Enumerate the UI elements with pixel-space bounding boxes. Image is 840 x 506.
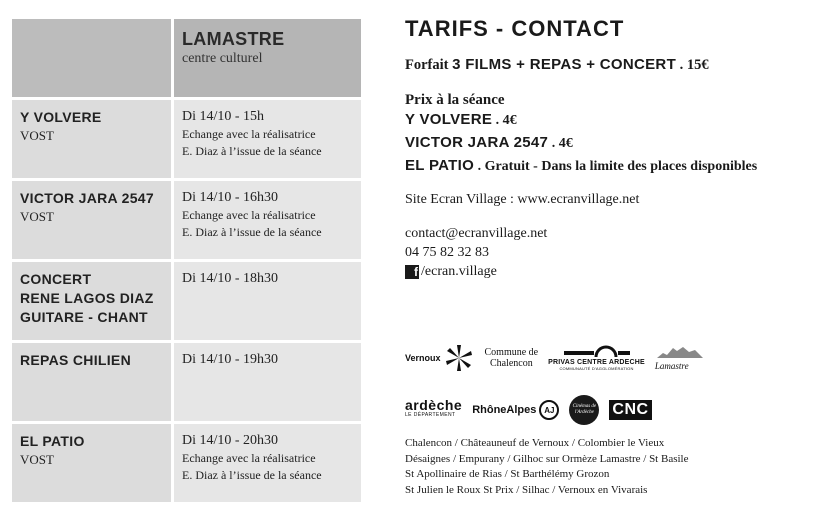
price-value: . 4€ bbox=[551, 136, 573, 151]
facebook-handle: /ecran.village bbox=[421, 264, 497, 279]
commune-line-2: Chalencon bbox=[489, 358, 533, 369]
rhone-alpes-logo bbox=[472, 400, 559, 420]
cnc-logo: CNC bbox=[609, 400, 651, 420]
price-film: EL PATIO bbox=[405, 157, 475, 174]
venue-name: LAMASTRE bbox=[182, 29, 285, 49]
showtime-note-2: E. Diaz à l’issue de la séance bbox=[182, 225, 322, 239]
table-row bbox=[12, 343, 364, 424]
concert-line-2: RENE LAGOS DIAZ bbox=[20, 290, 154, 306]
showtime-note-2: E. Diaz à l’issue de la séance bbox=[182, 468, 322, 482]
film-cell bbox=[12, 262, 174, 340]
info-panel bbox=[405, 16, 835, 281]
rhone-alpes-label: RhôneAlpes bbox=[472, 404, 537, 416]
price-value: . Gratuit - Dans la limite des places disponibles bbox=[477, 159, 758, 174]
website-link[interactable]: Site Ecran Village : www.ecranvillage.net bbox=[405, 192, 640, 207]
flower-icon bbox=[443, 343, 475, 373]
film-version: VOST bbox=[20, 452, 54, 467]
showtime: Di 14/10 - 20h30 bbox=[182, 433, 279, 448]
communes-list bbox=[405, 436, 835, 498]
film-title: VICTOR JARA 2547 bbox=[20, 190, 154, 206]
commune-line-1: Commune de bbox=[484, 347, 539, 358]
privas-logo bbox=[548, 345, 645, 371]
lamastre-logo bbox=[655, 345, 705, 371]
forfait-label: Forfait bbox=[405, 57, 449, 73]
privas-mark-icon bbox=[562, 345, 632, 359]
contact-block bbox=[405, 224, 835, 281]
partner-logos-row-1 bbox=[405, 340, 835, 376]
price-line bbox=[405, 132, 835, 155]
communes-line: St Apollinaire de Rias / St Barthélémy Grozon bbox=[405, 468, 610, 480]
concert-line-1: CONCERT bbox=[20, 271, 92, 287]
rhone-alpes-circle-icon: AJ bbox=[539, 400, 559, 420]
privas-subtitle: COMMUNAUTÉ D'AGGLOMÉRATION bbox=[559, 366, 634, 371]
showtime: Di 14/10 - 15h bbox=[182, 109, 265, 124]
phone-number: 04 75 82 32 83 bbox=[405, 245, 489, 260]
facebook-link[interactable] bbox=[405, 262, 835, 281]
film-title: EL PATIO bbox=[20, 433, 85, 449]
table-header-row bbox=[12, 19, 364, 100]
header-empty-cell bbox=[12, 19, 174, 97]
concert-line-3: GUITARE - CHANT bbox=[20, 309, 148, 325]
film-title: Y VOLVERE bbox=[20, 109, 102, 125]
table-row bbox=[12, 181, 364, 262]
vernoux-logo bbox=[405, 343, 475, 373]
schedule-table bbox=[12, 19, 364, 502]
table-row bbox=[12, 262, 364, 343]
page-title: TARIFS - CONTACT bbox=[405, 16, 625, 41]
showtime-note-1: Echange avec la réalisatrice bbox=[182, 208, 316, 222]
lamastre-label: Lamastre bbox=[654, 361, 689, 371]
forfait-price: . 15€ bbox=[679, 57, 709, 73]
facebook-icon: f bbox=[405, 265, 419, 279]
showtime-note-2: E. Diaz à l’issue de la séance bbox=[182, 144, 322, 158]
communes-line: Chalencon / Châteauneuf de Vernoux / Colombier le Vieux bbox=[405, 437, 665, 449]
price-value: . 4€ bbox=[495, 113, 517, 128]
lamastre-skyline-icon bbox=[655, 345, 705, 359]
film-cell bbox=[12, 181, 174, 259]
forfait-items: 3 FILMS + REPAS + CONCERT bbox=[452, 56, 677, 73]
showtime-note-1: Echange avec la réalisatrice bbox=[182, 451, 316, 465]
communes-line: St Julien le Roux St Prix / Silhac / Vernoux en Vivarais bbox=[405, 483, 648, 496]
ardeche-subtitle: LE DÉPARTEMENT bbox=[405, 412, 456, 418]
cinemas-ardeche-logo: Cinémas de l'Ardèche bbox=[569, 395, 599, 425]
commune-chalencon-logo bbox=[485, 347, 539, 369]
showtime-cell bbox=[174, 100, 361, 178]
film-version: VOST bbox=[20, 209, 54, 224]
showtime-cell bbox=[174, 181, 361, 259]
ardeche-logo bbox=[405, 397, 463, 420]
film-cell bbox=[12, 424, 174, 502]
price-film: Y VOLVERE bbox=[405, 111, 493, 128]
showtime: Di 14/10 - 16h30 bbox=[182, 190, 279, 205]
film-version: VOST bbox=[20, 128, 54, 143]
film-cell bbox=[12, 343, 174, 421]
partner-logos-row-2 bbox=[405, 392, 835, 428]
privas-name: PRIVAS CENTRE ARDECHE bbox=[548, 359, 645, 366]
price-line bbox=[405, 109, 835, 132]
prices-heading: Prix à la séance bbox=[405, 92, 505, 108]
showtime-cell bbox=[174, 424, 361, 502]
email-link[interactable]: contact@ecranvillage.net bbox=[405, 226, 548, 241]
price-line bbox=[405, 155, 835, 178]
ardeche-name: ardèche bbox=[405, 397, 463, 413]
showtime-note-1: Echange avec la réalisatrice bbox=[182, 127, 316, 141]
forfait-line bbox=[405, 56, 835, 74]
showtime-cell bbox=[174, 262, 361, 340]
venue-cell bbox=[174, 19, 361, 97]
meal-title: REPAS CHILIEN bbox=[20, 352, 131, 368]
vernoux-label: Vernoux bbox=[405, 353, 441, 363]
venue-subtitle: centre culturel bbox=[182, 51, 263, 66]
film-cell bbox=[12, 100, 174, 178]
showtime-cell bbox=[174, 343, 361, 421]
table-row bbox=[12, 424, 364, 502]
showtime: Di 14/10 - 18h30 bbox=[182, 271, 279, 286]
communes-line: Désaignes / Empurany / Gilhoc sur Ormèze Lamastre / St Basile bbox=[405, 452, 689, 465]
table-row bbox=[12, 100, 364, 181]
showtime: Di 14/10 - 19h30 bbox=[182, 352, 279, 367]
price-film: VICTOR JARA 2547 bbox=[405, 134, 549, 151]
